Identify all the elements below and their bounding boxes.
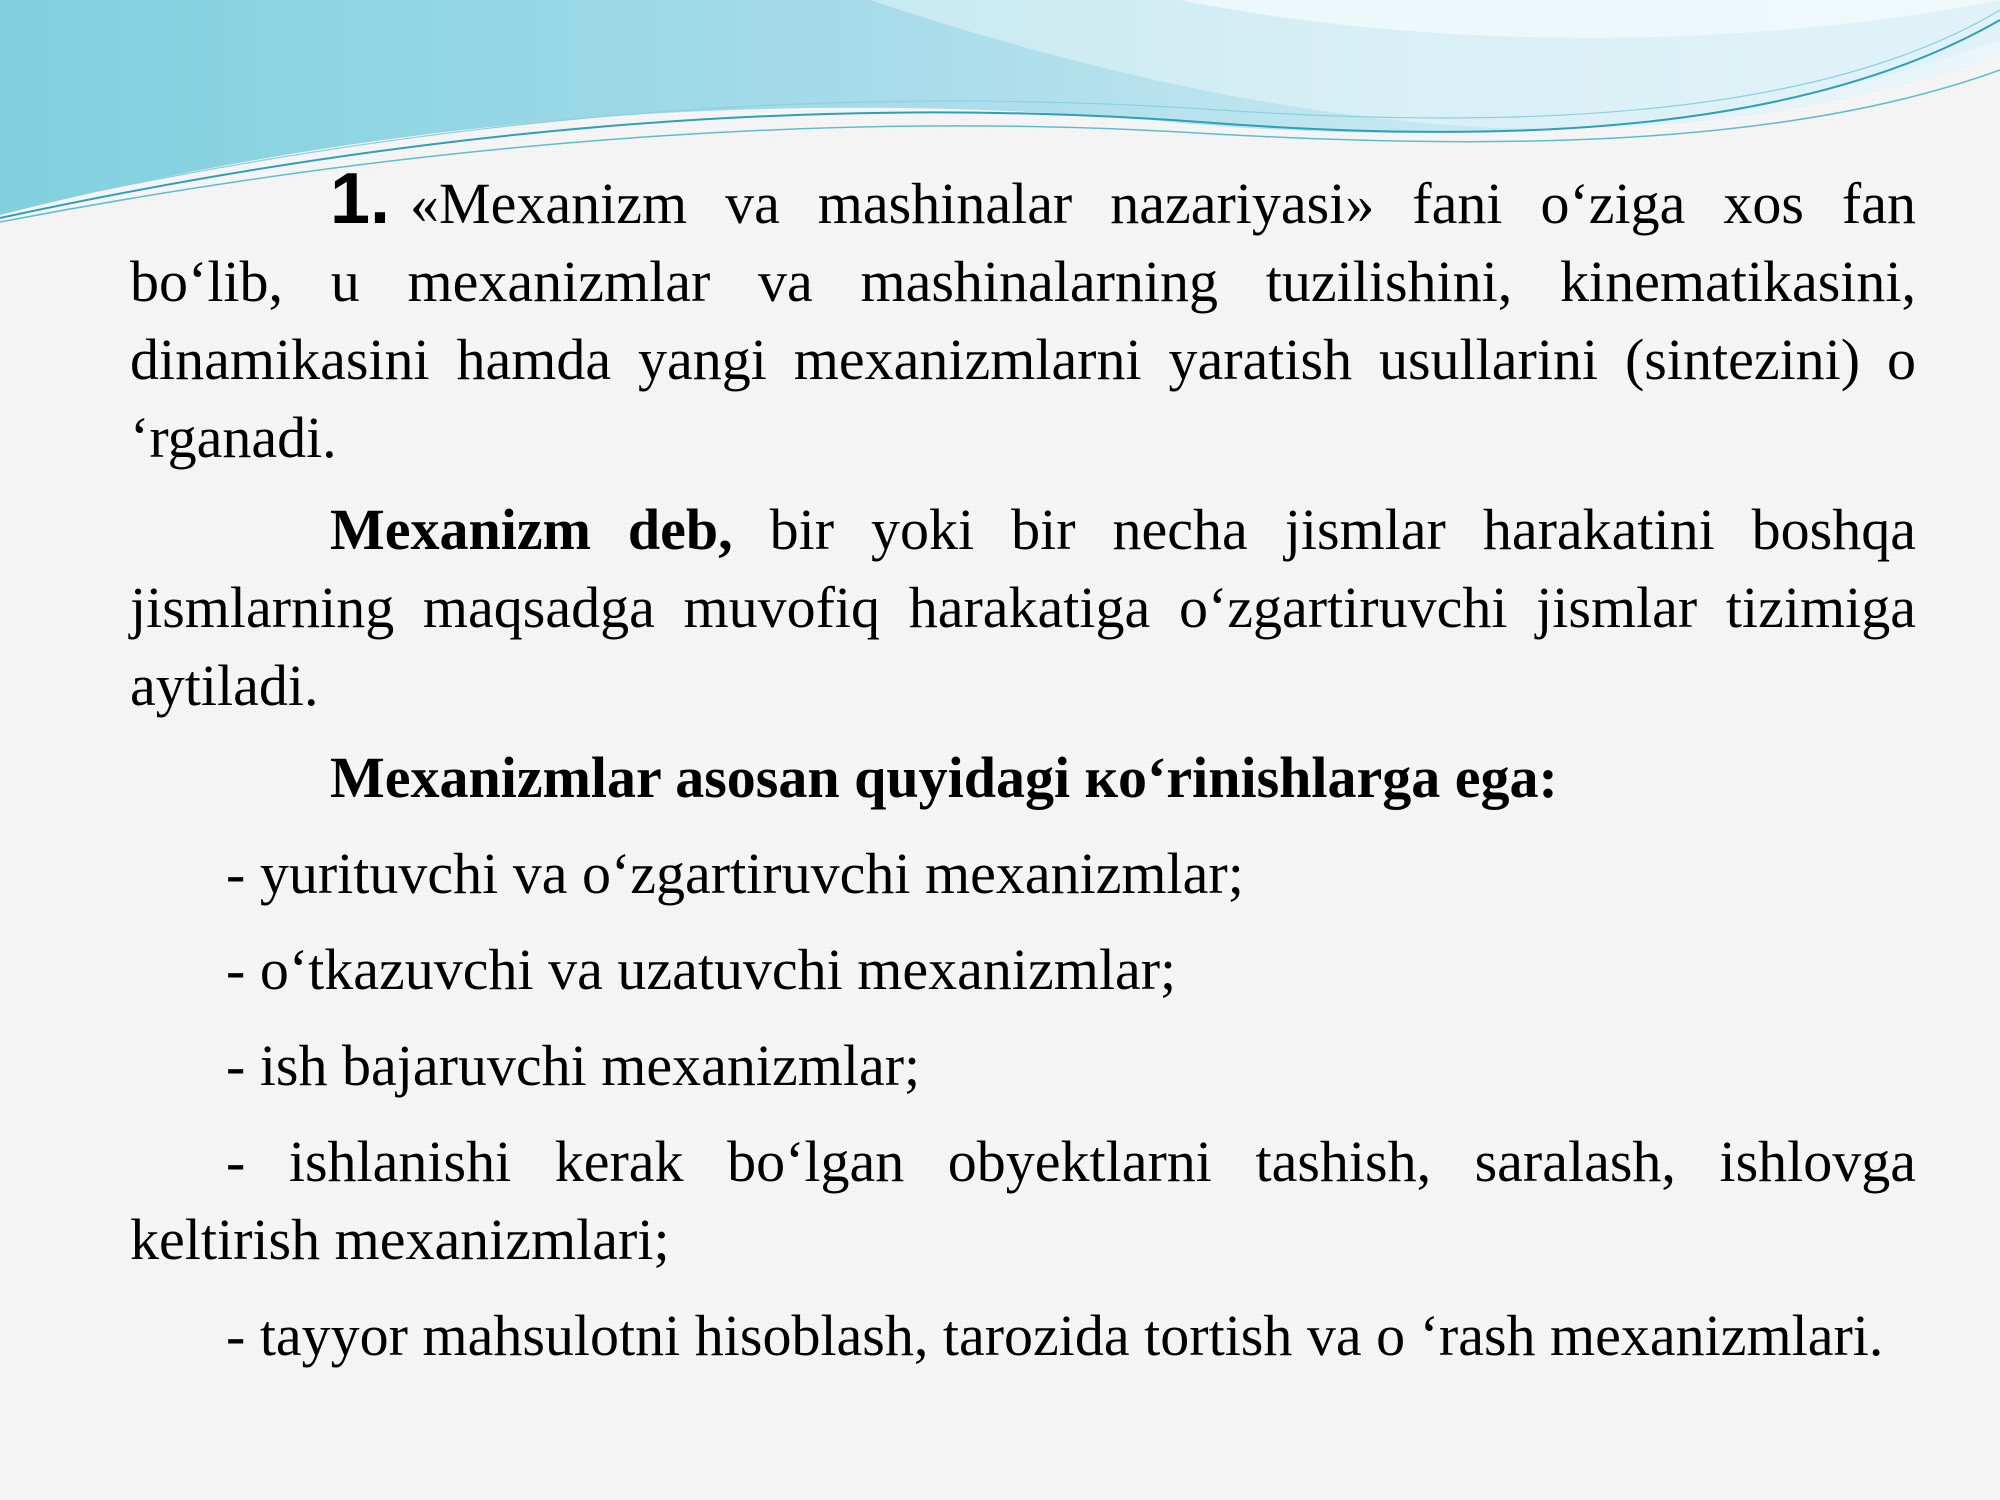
list-item: - yurituvchi va o‘zgartiruvchi mexanizmlar; (226, 841, 1244, 906)
paragraph-definition-subject (130, 160, 1916, 477)
section-heading: Mexanizmlar asosan quyidagi кo‘rinishlarga ega: (330, 745, 1558, 810)
paragraph-definition-mechanism (130, 491, 1916, 725)
list-item: - o‘tkazuvchi va uzatuvchi mexanizmlar; (226, 937, 1177, 1002)
paragraph-text: «Mexanizm va mashinalar nazariyasi» fani o‘ziga xos fan bo‘lib, u mexanizmlar va mashinalarning tuzilishini, kinematikasini, dinamikasini hamda yangi mexanizmlarni yaratish usullarini (sintezini) o ‘rganadi. (130, 171, 1916, 470)
list-item: - ish bajaruvchi mexanizmlar; (226, 1033, 921, 1098)
list-item: - tayyor mahsulotni hisoblash, tarozida tortish va o ‘rash mexanizmlari. (226, 1303, 1884, 1368)
bold-term: Mexanizm deb, (330, 497, 733, 562)
list-item: - ishlanishi kerak bo‘lgan obyektlarni tashish, saralash, ishlovga keltirish mexanizmlari; (130, 1129, 1916, 1272)
slide-content (130, 160, 1916, 1375)
paragraph-text: bir yoki bir necha jismlar harakatini boshqa jismlarning maqsadga muvofiq harakatiga o‘zgartiruvchi jismlar tizimiga aytiladi. (130, 497, 1916, 718)
paragraph-number: 1. (330, 159, 391, 239)
